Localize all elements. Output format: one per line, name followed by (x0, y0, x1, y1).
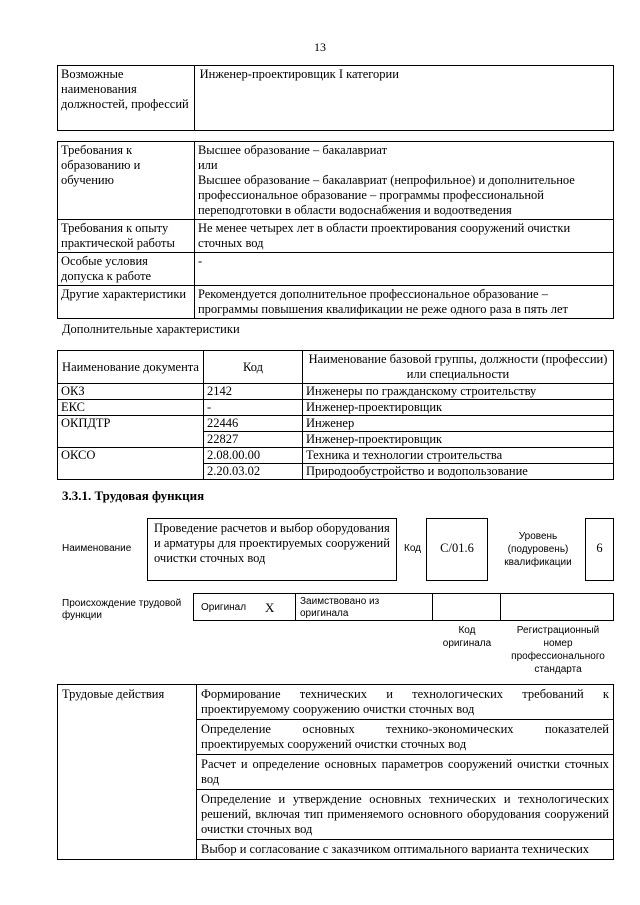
row-name: Инженер (303, 416, 614, 432)
level-label: Уровень (подуровень) квалификации (504, 531, 572, 568)
table-row (58, 416, 614, 432)
table-row (58, 384, 614, 400)
section-heading: 3.3.1. Трудовая функция (62, 488, 205, 503)
row-name: Инженеры по гражданскому строительству (303, 384, 614, 400)
code-original-label: Код оригинала (442, 625, 492, 649)
special-conditions-label: Особые условия допуска к работе (58, 253, 195, 286)
row-name: Природообустройство и водопользование (303, 464, 614, 480)
row-code: 2.08.00.00 (204, 448, 303, 464)
reg-number-label: Регистрационный номер профессионального стандарта (511, 625, 605, 675)
row-doc: ОКПДТР (58, 416, 204, 448)
function-name-label: Наименование (62, 543, 132, 554)
function-name-value: Проведение расчетов и выбор оборудования и арматуры для проектируемых сооружений очистки сточных вод (147, 518, 397, 581)
labor-action-item: Выбор и согласование с заказчиком оптимального варианта технических (197, 840, 614, 860)
code-label: Код (404, 543, 422, 554)
experience-label: Требования к опыту практической работы (58, 220, 195, 253)
origin-label: Происхождение трудовой функции (62, 598, 182, 621)
table-row (58, 448, 614, 464)
row-doc: ОКЗ (58, 384, 204, 400)
borrowed-label: Заимствовано из оригинала (300, 596, 380, 619)
page-number: 13 (314, 40, 326, 54)
level-value: 6 (585, 518, 614, 581)
other-value: Рекомендуется дополнительное профессиональное образование – программы повышения квалификации не реже одного раза в пять лет (194, 286, 613, 319)
header-code: Код (204, 351, 303, 384)
experience-value: Не менее четырех лет в области проектирования сооружений очистки сточных вод (194, 220, 613, 253)
row-doc: ОКСО (58, 448, 204, 480)
row-code: - (204, 400, 303, 416)
original-mark: X (265, 600, 275, 615)
labor-action-item: Формирование технических и технологических требований к проектируемому сооружению очистки сточных вод (197, 685, 614, 720)
possible-names-label: Возможные наименования должностей, профессий (58, 66, 195, 131)
divider (500, 593, 501, 621)
requirements-table (57, 141, 614, 319)
code-value: C/01.6 (426, 518, 488, 581)
labor-action-item: Определение и утверждение основных технических и технологических решений, включая тип применяемого основного оборудования сооружений очистки сточных вод (197, 790, 614, 840)
row-doc: ЕКС (58, 400, 204, 416)
divider (295, 593, 296, 621)
additional-table (57, 350, 614, 480)
row-code: 2.20.03.02 (204, 464, 303, 480)
original-label: Оригинал (201, 602, 247, 613)
education-value: Высшее образование – бакалавриат или Высшее образование – бакалавриат (непрофильное) и дополнительное профессиональное образование – программы профессиональной переподготовки в области водоснабжения и водоотведения (194, 142, 613, 220)
possible-names-table (57, 65, 614, 131)
row-name: Техника и технологии строительства (303, 448, 614, 464)
labor-action-item: Определение основных технико-экономических показателей проектируемых сооружений очистки сточных вод (197, 720, 614, 755)
special-conditions-value: - (194, 253, 613, 286)
row-code: 22827 (204, 432, 303, 448)
labor-actions-table (57, 684, 614, 860)
table-row (58, 400, 614, 416)
row-name: Инженер-проектировщик (303, 400, 614, 416)
labor-actions-label: Трудовые действия (58, 685, 197, 860)
other-label: Другие характеристики (58, 286, 195, 319)
labor-action-item: Расчет и определение основных параметров сооружений очистки сточных вод (197, 755, 614, 790)
education-label: Требования к образованию и обучению (58, 142, 195, 220)
header-group: Наименование базовой группы, должности (профессии) или специальности (303, 351, 614, 384)
possible-names-value: Инженер-проектировщик I категории (194, 66, 613, 131)
divider (432, 593, 433, 621)
additional-heading: Дополнительные характеристики (62, 322, 240, 336)
row-name: Инженер-проектировщик (303, 432, 614, 448)
row-code: 22446 (204, 416, 303, 432)
header-document: Наименование документа (58, 351, 204, 384)
row-code: 2142 (204, 384, 303, 400)
